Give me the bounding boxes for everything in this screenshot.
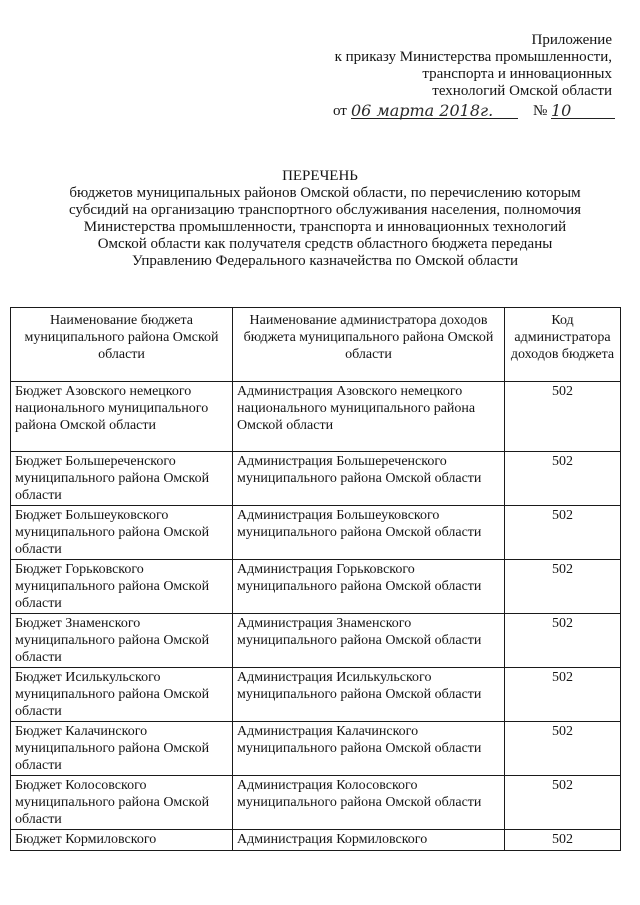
budget-cell: Бюджет Исилькульского муниципального района Омской области (11, 668, 233, 722)
column-header-administrator: Наименование администратора доходов бюджета муниципального района Омской области (233, 308, 505, 382)
table-header-row (11, 308, 621, 382)
budget-cell: Бюджет Большеуковского муниципального района Омской области (11, 506, 233, 560)
column-header-code: Код администратора доходов бюджета (505, 308, 621, 382)
code-cell: 502 (505, 560, 621, 614)
budget-cell: Бюджет Кормиловского (11, 830, 233, 851)
subtitle-line: Омской области как получателя средств областного бюджета переданы (97, 236, 553, 252)
handwritten-order-number: 10 (551, 100, 615, 119)
administrator-cell: Администрация Знаменского муниципального района Омской области (233, 614, 505, 668)
table-row (11, 722, 621, 776)
budget-cell: Бюджет Калачинского муниципального района Омской области (11, 722, 233, 776)
code-cell: 502 (505, 776, 621, 830)
appendix-block (335, 32, 612, 100)
table-row (11, 830, 621, 851)
budget-cell: Бюджет Азовского немецкого национального муниципального района Омской области (11, 382, 233, 452)
code-cell: 502 (505, 506, 621, 560)
administrator-cell: Администрация Кормиловского (233, 830, 505, 851)
table-row (11, 382, 621, 452)
appendix-line: транспорта и инновационных (422, 66, 612, 82)
code-cell: 502 (505, 722, 621, 776)
date-prefix: от (333, 103, 347, 119)
subtitle-line: Управлению Федерального казначейства по Омской области (132, 253, 518, 269)
appendix-line: технологий Омской области (432, 83, 612, 99)
code-cell: 502 (505, 614, 621, 668)
table-row (11, 452, 621, 506)
code-cell: 502 (505, 830, 621, 851)
document-title: ПЕРЕЧЕНЬ (282, 168, 358, 184)
administrator-cell: Администрация Колосовского муниципального района Омской области (233, 776, 505, 830)
document-subtitle (30, 185, 620, 270)
code-cell: 502 (505, 452, 621, 506)
code-cell: 502 (505, 382, 621, 452)
appendix-line: Приложение (531, 32, 612, 48)
administrator-cell: Администрация Большереченского муниципального района Омской области (233, 452, 505, 506)
budget-cell: Бюджет Знаменского муниципального района Омской области (11, 614, 233, 668)
budget-cell: Бюджет Колосовского муниципального района Омской области (11, 776, 233, 830)
subtitle-line: субсидий на организацию транспортного обслуживания населения, полномочия (68, 202, 582, 218)
subtitle-line: Министерства промышленности, транспорта и инновационных технологий (83, 219, 567, 235)
order-date-number-line (333, 100, 615, 122)
administrator-cell: Администрация Большеуковского муниципального района Омской области (233, 506, 505, 560)
code-cell: 502 (505, 668, 621, 722)
table-row (11, 668, 621, 722)
administrator-cell: Администрация Азовского немецкого национального муниципального района Омской области (233, 382, 505, 452)
handwritten-date: 06 марта 2018г. (351, 100, 518, 119)
table-row (11, 614, 621, 668)
administrator-cell: Администрация Горьковского муниципального района Омской области (233, 560, 505, 614)
appendix-line: к приказу Министерства промышленности, (334, 49, 612, 65)
column-header-budget: Наименование бюджета муниципального района Омской области (11, 308, 233, 382)
administrator-cell: Администрация Исилькульского муниципального района Омской области (233, 668, 505, 722)
budget-cell: Бюджет Большереченского муниципального района Омской области (11, 452, 233, 506)
budget-cell: Бюджет Горьковского муниципального района Омской области (11, 560, 233, 614)
administrator-cell: Администрация Калачинского муниципального района Омской области (233, 722, 505, 776)
table-row (11, 506, 621, 560)
budgets-table (10, 307, 621, 851)
table-row (11, 560, 621, 614)
subtitle-line: бюджетов муниципальных районов Омской области, по перечислению которым (69, 185, 581, 201)
number-prefix: № (533, 103, 548, 119)
table-row (11, 776, 621, 830)
